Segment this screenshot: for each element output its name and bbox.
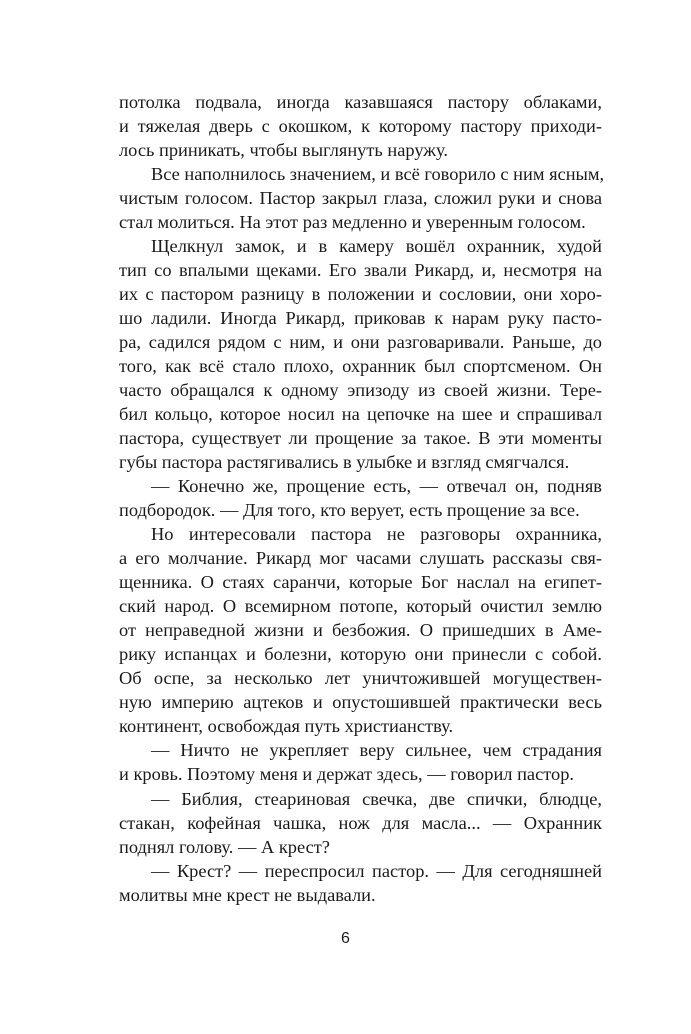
text-line: тип со впалыми щеками. Его звали Рикард, и, несмотря на — [119, 260, 602, 280]
text-line: ную империю ацтеков и опустошившей практически весь — [119, 692, 602, 712]
text-line: лось приникать, чтобы выглянуть наружу. — [119, 140, 448, 160]
text-line: поднял голову. — А крест? — [119, 837, 330, 857]
text-line: а его молчание. Рикард мог часами слушать рассказы свя- — [119, 548, 602, 568]
text-line: континент, освобождая путь христианству. — [119, 716, 454, 736]
text-line: Все наполнилось значением, и всё говорило с ним ясным, — [151, 164, 605, 184]
text-line: и тяжелая дверь с окошком, к которому пастору приходи- — [119, 116, 602, 136]
text-line: Но интересовали пастора не разговоры охранника, — [151, 524, 602, 544]
text-line: молитвы мне крест не выдавали. — [119, 885, 376, 905]
page-number: 6 — [341, 930, 350, 947]
text-line: губы пастора растягивались в улыбке и взгляд смягчался. — [119, 452, 570, 472]
text-line: шо ладили. Иногда Рикард, приковав к нарам руку пасто- — [119, 308, 602, 328]
text-line: и кровь. Поэтому меня и держат здесь, — говорил пастор. — [119, 764, 575, 784]
text-line: потолка подвала, иногда казавшаяся пастору облаками, — [119, 92, 602, 112]
text-line: рику испанцах и болезни, которую они принесли с собой. — [119, 644, 602, 664]
text-line: ский народ. О всемирном потопе, который очистил землю — [119, 596, 602, 616]
text-line: стал молиться. На этот раз медленно и уверенным голосом. — [119, 212, 586, 232]
text-line: часто обращался к одному эпизоду из своей жизни. Тере- — [119, 380, 602, 400]
text-line: стакан, кофейная чашка, нож для масла... — Охранник — [119, 813, 602, 833]
text-line: Об оспе, за несколько лет уничтожившей могуществен- — [119, 668, 602, 688]
text-line: чистым голосом. Пастор закрыл глаза, сложил руки и снова — [119, 188, 602, 208]
text-line: от неправедной жизни и безбожия. О пришедших в Аме- — [119, 620, 602, 640]
text-section-main — [119, 90, 605, 786]
text-line: их с пастором разницу в положении и сословии, они хоро- — [119, 284, 602, 304]
text-line: ра, садился рядом с ним, и они разговаривали. Раньше, до — [119, 332, 602, 352]
text-line: — Крест? — переспросил пастор. — Для сегодняшней — [151, 861, 602, 881]
text-line: щенника. О стаях саранчи, которые Бог наслал на египет- — [119, 572, 602, 592]
text-line: — Конечно же, прощение есть, — отвечал он, подняв — [151, 476, 602, 496]
text-line: — Библия, стеариновая свечка, две спички, блюдце, — [151, 789, 602, 809]
text-section-dialogue — [119, 787, 602, 907]
text-line: подбородок. — Для того, кто верует, есть прощение за все. — [119, 500, 580, 520]
text-line: того, как всё стало плохо, охранник был спортсменом. Он — [119, 356, 602, 376]
text-line: пастора, существует ли прощение за такое. В эти моменты — [119, 428, 602, 448]
text-line: бил кольцо, которое носил на цепочке на шее и спрашивал — [119, 404, 602, 424]
text-line: Щелкнул замок, и в камеру вошёл охранник, худой — [151, 236, 602, 256]
text-line: — Ничто не укрепляет веру сильнее, чем страдания — [151, 740, 602, 760]
